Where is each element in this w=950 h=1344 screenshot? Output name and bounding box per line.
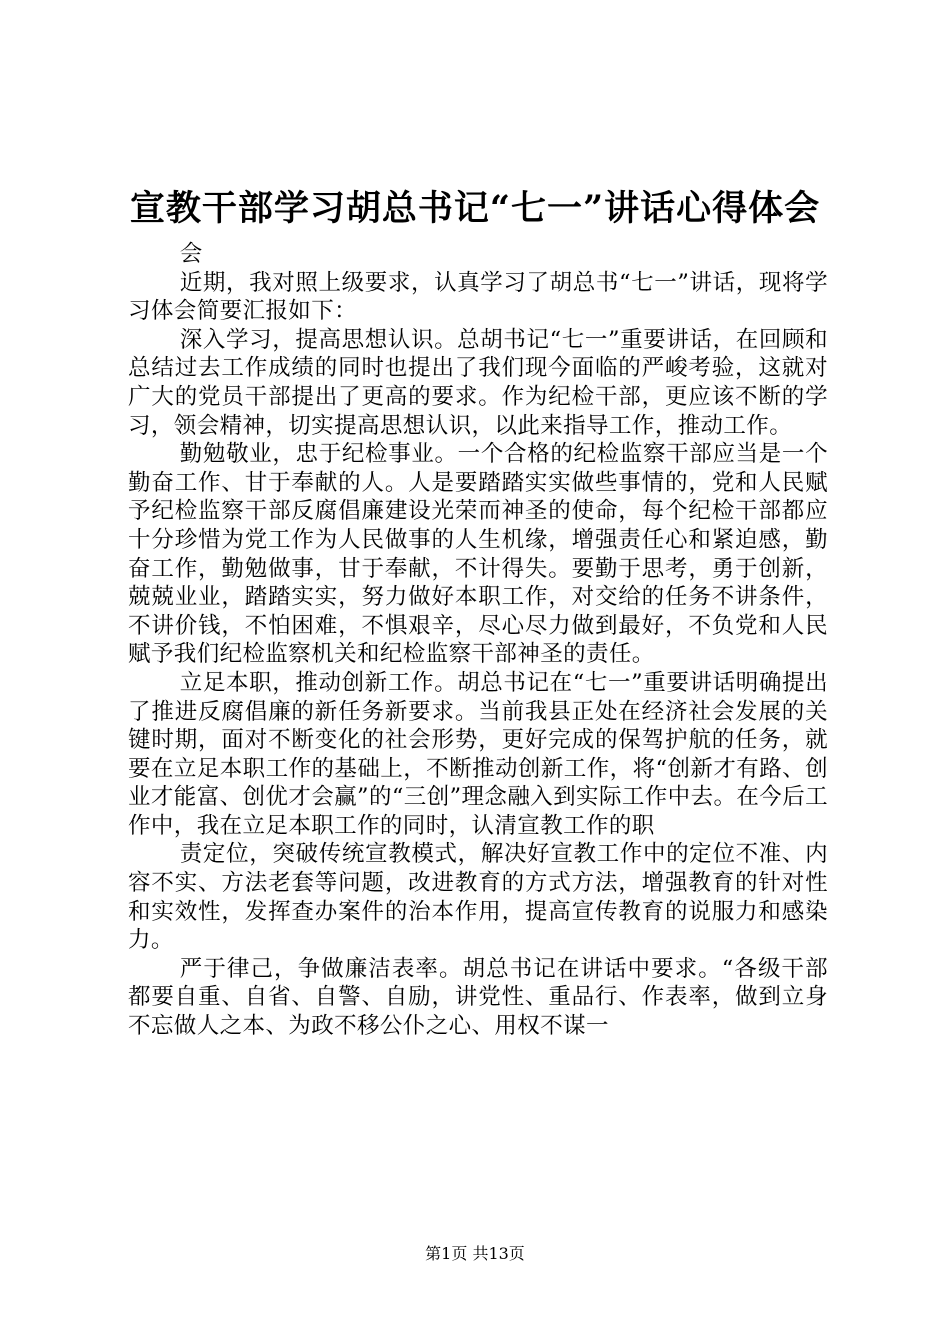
- document-body: [128, 240, 828, 1041]
- paragraph-dedication: 勤勉敬业，忠于纪检事业。一个合格的纪检监察干部应当是一个勤奋工作、甘于奉献的人。人是要踏踏实实做些事情的，党和人民赋予纪检监察干部反腐倡廉建设光荣而神圣的使命，每个纪检干部都应十分珍惜为党工作为人民做事的人生机缘，增强责任心和紧迫感，勤奋工作，勤勉做事，甘于奉献，不计得失。要勤于思考，勇于创新，兢兢业业，踏踏实实，努力做好本职工作，对交给的任务不讲条件，不讲价钱，不怕困难，不惧艰辛，尽心尽力做到最好，不负党和人民赋予我们纪检监察机关和纪检监察干部神圣的责任。: [128, 441, 828, 668]
- paragraph-innovation: 立足本职，推动创新工作。胡总书记在“七一”重要讲话明确提出了推进反腐倡廉的新任务新要求。当前我县正处在经济社会发展的关键时期，面对不断变化的社会形势，更好完成的保驾护航的任务，就要在立足本职工作的基础上，不断推动创新工作，将“创新才有路、创业才能富、创优才会赢”的“三创”理念融入到实际工作中去。在今后工作中，我在立足本职工作的同时，认清宣教工作的职: [128, 669, 828, 839]
- page-number: 第1页 共13页: [425, 1244, 525, 1263]
- paragraph-title-continuation: 会: [179, 241, 203, 267]
- document-title: 宣教干部学习胡总书记“七一”讲话心得体会: [129, 188, 821, 229]
- paragraph-study: 深入学习，提高思想认识。总胡书记“七一”重要讲话，在回顾和总结过去工作成绩的同时也提出了我们现今面临的严峻考验，这就对广大的党员干部提出了更高的要求。作为纪检干部，更应该不断的学习，领会精神，切实提高思想认识，以此来指导工作，推动工作。: [128, 326, 828, 439]
- paragraph-intro: 近期，我对照上级要求，认真学习了胡总书“七一”讲话，现将学习体会简要汇报如下：: [128, 269, 828, 325]
- paragraph-responsibility: 责定位，突破传统宣教模式，解决好宣教工作中的定位不准、内容不实、方法老套等问题，改进教育的方式方法，增强教育的针对性和实效性，发挥查办案件的治本作用，提高宣传教育的说服力和感染力。: [128, 841, 828, 954]
- paragraph-self-discipline: 严于律己，争做廉洁表率。胡总书记在讲话中要求。“各级干部都要自重、自省、自警、自励，讲党性、重品行、作表率，做到立身不忘做人之本、为政不移公仆之心、用权不谋一: [128, 955, 828, 1040]
